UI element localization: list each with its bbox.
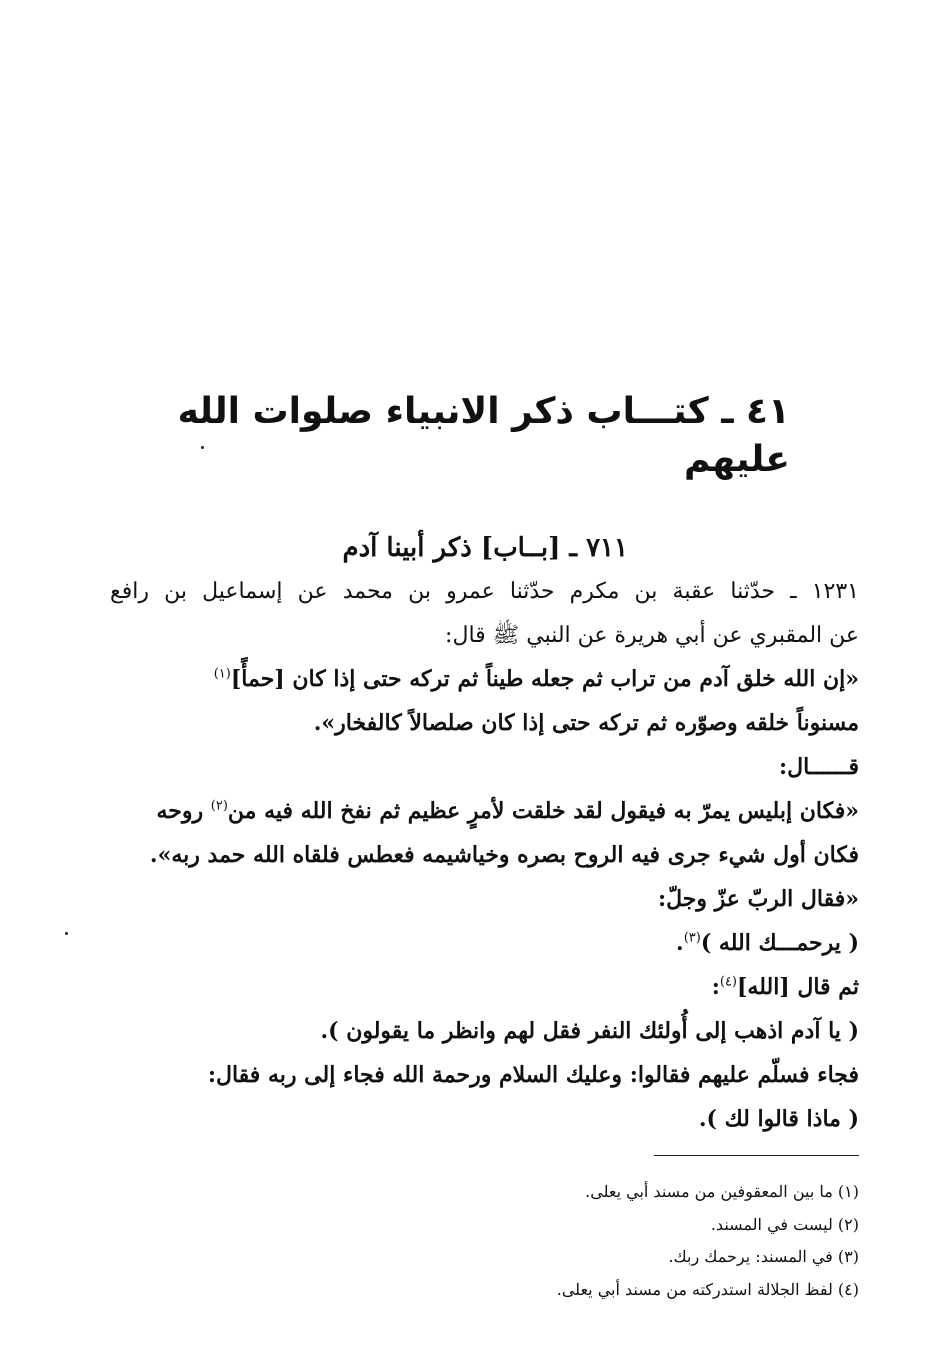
footnote-2: (٢) ليست في المسند. <box>710 1215 859 1234</box>
scan-speck <box>65 932 68 935</box>
footnote-divider <box>654 1155 859 1156</box>
hadith-text-line-6 <box>156 794 859 828</box>
hadith-text-line-11: ( يا آدم اذهب إلى أُولئك النفر فقل لهم وانظر ما يقولون ). <box>320 1018 859 1044</box>
footnote-ref-1: (١) <box>213 666 231 682</box>
footnote-3: (٣) في المسند: يرحمك ربك. <box>668 1247 859 1266</box>
hadith-isnad-line-1: ١٢٣١ ـ حدّثنا عقبة بن مكرم حدّثنا عمرو بن محمد عن إسماعيل بن رافع <box>110 579 859 604</box>
hadith-text-line-9-end: . <box>676 930 684 956</box>
hadith-text-line-9-text: ( يرحمـــك الله ) <box>700 930 859 956</box>
scan-speck <box>201 446 204 449</box>
hadith-text-line-9 <box>676 926 859 960</box>
hadith-text-line-7: فكان أول شيء جرى فيه الروح بصره وخياشيمه فعطس فلقاه الله حمد ربه». <box>149 842 859 868</box>
hadith-text-line-6b: روحه <box>156 798 211 824</box>
hadith-text-line-3 <box>214 662 859 696</box>
hadith-text-line-10-text: ثم قال [الله] <box>737 974 859 1000</box>
hadith-text-line-5: قــــــال: <box>779 754 859 780</box>
footnote-1: (١) ما بين المعقوفين من مسند أبي يعلى. <box>585 1182 859 1201</box>
section-title: ٧١١ ـ [بــاب] ذكر أبينا آدم <box>342 533 628 563</box>
hadith-text-line-10-end: : <box>711 974 720 1000</box>
footnote-4: (٤) لفظ الجلالة استدركته من مسند أبي يعلى. <box>556 1280 859 1299</box>
hadith-text-line-6a: «فكان إبليس يمرّ به فيقول لقد خلقت لأمرٍ عظيم ثم نفخ الله فيه من <box>227 798 859 824</box>
footnote-ref-4: (٤) <box>719 974 737 990</box>
hadith-text-line-3-text: «إن الله خلق آدم من تراب ثم جعله طيناً ثم تركه حتى إذا كان [حمأً] <box>230 666 859 692</box>
hadith-text-line-4: مسنوناً خلقه وصوّره ثم تركه حتى إذا كان صلصالاً كالفخار». <box>313 710 859 736</box>
hadith-isnad-line-2: عن المقبري عن أبي هريرة عن النبي ﷺ قال: <box>445 623 859 648</box>
hadith-text-line-8: «فقال الربّ عزّ وجلّ: <box>658 886 859 912</box>
hadith-text-line-12: فجاء فسلّم عليهم فقالوا: وعليك السلام ورحمة الله فجاء إلى ربه فقال: <box>207 1062 859 1088</box>
chapter-title: ٤١ ـ كتـــاب ذكر الانبياء صلوات الله عليهم <box>177 391 790 480</box>
hadith-text-line-13: ( ماذا قالوا لك ). <box>698 1106 859 1132</box>
hadith-text-line-10 <box>712 970 859 1004</box>
footnote-ref-3: (٣) <box>683 930 701 946</box>
footnote-ref-2: (٢) <box>210 798 228 814</box>
